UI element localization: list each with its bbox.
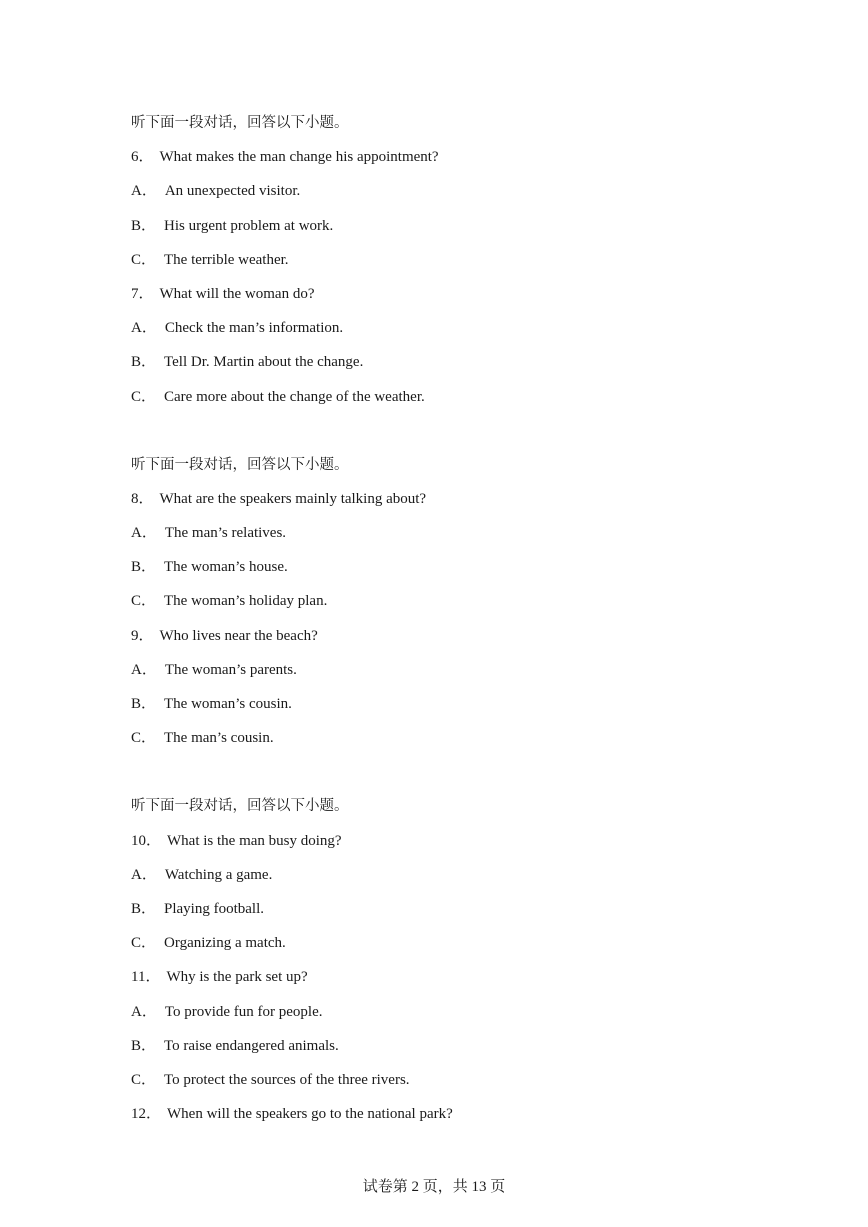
option-text: His urgent problem at work. — [164, 217, 334, 234]
option — [131, 557, 771, 591]
question-number: 7． — [131, 285, 154, 302]
option-text: Check the man’s information. — [164, 320, 344, 337]
section-intro: 听下面一段对话，回答以下小题。 — [131, 798, 349, 815]
question-text: What will the woman do? — [159, 285, 315, 302]
dialogue-section — [131, 113, 771, 421]
option — [131, 728, 771, 762]
question-text: What are the speakers mainly talking about? — [159, 490, 427, 507]
question-number: 8． — [131, 490, 154, 507]
option-text: Tell Dr. Martin about the change. — [164, 354, 364, 371]
question-number: 6． — [131, 149, 154, 166]
option — [131, 387, 771, 421]
option — [131, 694, 771, 728]
question — [131, 147, 771, 181]
option-letter: C． — [131, 935, 157, 952]
option — [131, 523, 771, 557]
question-text: When will the speakers go to the national park? — [167, 1106, 453, 1123]
question-number: 12． — [131, 1106, 162, 1123]
option-letter: A． — [131, 320, 157, 337]
option-letter: B． — [131, 900, 157, 917]
dialogue-section — [131, 796, 771, 1138]
question — [131, 626, 771, 660]
option — [131, 899, 771, 933]
option — [131, 1036, 771, 1070]
question-number: 11． — [131, 969, 161, 986]
question-text: What makes the man change his appointment? — [159, 149, 439, 166]
option-text: Care more about the change of the weather. — [164, 388, 425, 405]
option-letter: A． — [131, 183, 157, 200]
option-letter: C． — [131, 1071, 157, 1088]
option-text: The man’s relatives. — [164, 525, 287, 542]
option — [131, 250, 771, 284]
option-letter: C． — [131, 593, 157, 610]
option-text: The woman’s cousin. — [164, 696, 292, 712]
option-letter: A． — [131, 866, 157, 883]
question-number: 10． — [131, 832, 162, 849]
option-text: An unexpected visitor. — [164, 183, 301, 200]
question — [131, 489, 771, 523]
section-intro: 听下面一段对话，回答以下小题。 — [131, 115, 349, 131]
option — [131, 865, 771, 899]
option-text: The terrible weather. — [164, 251, 289, 268]
option — [131, 1070, 771, 1104]
option-text: Watching a game. — [164, 866, 273, 883]
exam-content — [131, 113, 771, 1138]
question — [131, 284, 771, 318]
option-text: Organizing a match. — [164, 935, 286, 952]
question — [131, 831, 771, 865]
option-text: The woman’s holiday plan. — [164, 593, 328, 610]
option — [131, 318, 771, 352]
question — [131, 967, 771, 1001]
option — [131, 181, 771, 215]
option-text: To protect the sources of the three rivers. — [164, 1071, 410, 1088]
option — [131, 216, 771, 250]
option — [131, 660, 771, 694]
option-letter: C． — [131, 251, 157, 268]
option-text: Playing football. — [164, 900, 265, 917]
dialogue-section — [131, 455, 771, 763]
option-letter: B． — [131, 559, 157, 576]
question-text: Who lives near the beach? — [159, 627, 318, 644]
option-letter: A． — [131, 661, 157, 678]
question-number: 9． — [131, 627, 154, 644]
section-intro: 听下面一段对话，回答以下小题。 — [131, 456, 349, 473]
option-letter: B． — [131, 217, 157, 234]
option — [131, 591, 771, 625]
option-text: To provide fun for people. — [164, 1003, 323, 1020]
option-letter: A． — [131, 525, 157, 542]
option-letter: B． — [131, 1037, 157, 1054]
option-letter: B． — [131, 696, 157, 712]
option — [131, 352, 771, 386]
option-letter: C． — [131, 730, 157, 747]
option-text: The man’s cousin. — [164, 730, 274, 747]
option — [131, 1002, 771, 1036]
option-letter: A． — [131, 1003, 157, 1020]
option-text: The woman’s parents. — [164, 661, 297, 678]
option-letter: C． — [131, 388, 157, 405]
option-letter: B． — [131, 354, 157, 371]
question — [131, 1104, 771, 1138]
option-text: To raise endangered animals. — [164, 1037, 339, 1054]
option — [131, 933, 771, 967]
page-footer: 试卷第 2 页，共 13 页 — [362, 1179, 506, 1195]
question-text: Why is the park set up? — [166, 969, 308, 986]
option-text: The woman’s house. — [164, 559, 288, 576]
question-text: What is the man busy doing? — [167, 832, 342, 849]
